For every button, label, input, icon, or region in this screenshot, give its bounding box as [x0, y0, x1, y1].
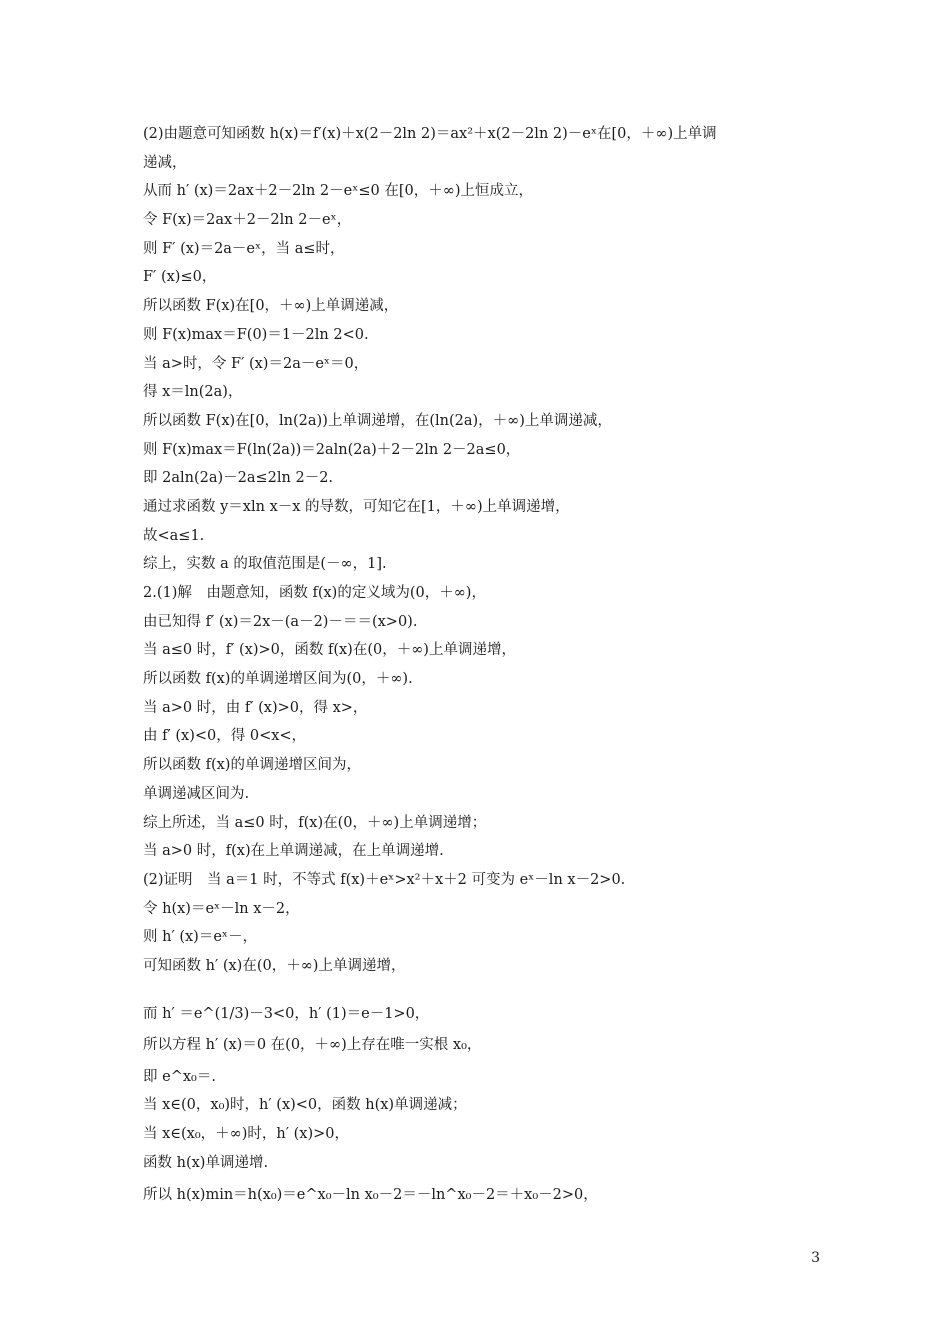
text-line: 令 F(x)＝2ax＋2－2ln 2－eˣ，	[143, 212, 352, 229]
text-block	[143, 120, 823, 1209]
text-line: 即 2aln(2a)－2a≤2ln 2－2.	[143, 470, 334, 487]
text-line: 当 a>0 时，f(x)在上单调递减，在上单调递增.	[143, 843, 444, 860]
text-line: 当 a>0 时，由 f′ (x)>0，得 x>，	[143, 699, 368, 716]
text-line: 当 a>时，令 F′ (x)＝2a－eˣ＝0，	[143, 355, 369, 372]
text-line: (2)由题意可知函数 h(x)＝f′(x)＋x(2－2ln 2)＝ax²＋x(2－2ln 2)－eˣ在[0，＋∞)上单调	[143, 126, 717, 142]
text-line: 则 h′ (x)＝eˣ－，	[143, 929, 258, 946]
text-line: 从而 h′ (x)＝2ax＋2－2ln 2－eˣ≤0 在[0，＋∞)上恒成立，	[143, 183, 533, 200]
text-line: 则 F(x)max＝F(ln(2a))＝2aln(2a)＋2－2ln 2－2a≤0，	[143, 441, 521, 458]
text-line: 即 e^x₀＝.	[143, 1069, 216, 1086]
text-line: 函数 h(x)单调递增.	[143, 1154, 269, 1171]
text-line: (2)证明 当 a＝1 时，不等式 f(x)＋eˣ>x²＋x＋2 可变为 eˣ－ln x－2>0.	[143, 871, 626, 888]
text-line: 则 F′ (x)＝2a－eˣ，当 a≤时，	[143, 240, 345, 257]
text-line: 所以函数 F(x)在[0，＋∞)上单调递减，	[143, 298, 399, 315]
text-line: 则 F(x)max＝F(0)＝1－2ln 2<0.	[143, 326, 369, 343]
text-line: 所以函数 F(x)在[0，ln(2a))上单调递增，在(ln(2a)，＋∞)上单调递减，	[143, 412, 612, 429]
text-line: 递减，	[143, 154, 187, 171]
text-line: F′ (x)≤0，	[143, 269, 217, 286]
text-line: 综上所述，当 a≤0 时，f(x)在(0，＋∞)上单调递增；	[143, 814, 487, 831]
text-line: 单调递减区间为.	[143, 785, 250, 802]
text-line: 所以函数 f(x)的单调递增区间为，	[143, 757, 361, 774]
text-line: 所以方程 h′ (x)＝0 在(0，＋∞)上存在唯一实根 x₀，	[143, 1036, 482, 1053]
text-line: 得 x＝ln(2a)，	[143, 384, 243, 401]
text-line: 所以 h(x)min＝h(x₀)＝e^x₀－ln x₀－2＝－ln^x₀－2＝＋x₀－2>0，	[143, 1187, 598, 1204]
text-line: 当 x∈(0，x₀)时，h′ (x)<0，函数 h(x)单调递减；	[143, 1097, 467, 1114]
page-number: 3	[811, 1250, 820, 1266]
text-line: 当 a≤0 时，f′ (x)>0，函数 f(x)在(0，＋∞)上单调递增，	[143, 642, 516, 659]
text-line: 可知函数 h′ (x)在(0，＋∞)上单调递增，	[143, 957, 406, 974]
text-line: 综上，实数 a 的取值范围是(－∞，1].	[143, 556, 387, 573]
text-line: 当 x∈(x₀，＋∞)时，h′ (x)>0，	[143, 1126, 350, 1142]
text-line: 所以函数 f(x)的单调递增区间为(0，＋∞).	[143, 671, 413, 688]
text-line: 2.(1)解 由题意知，函数 f(x)的定义域为(0，＋∞)，	[143, 585, 486, 601]
text-line: 令 h(x)＝eˣ－ln x－2，	[143, 900, 300, 917]
text-line: 由已知得 f′ (x)＝2x－(a－2)－＝＝(x>0).	[143, 613, 418, 630]
text-line: 而 h′ ＝e^(1/3)－3<0，h′ (1)＝e－1>0，	[143, 1005, 430, 1022]
text-line: 由 f′ (x)<0，得 0<x<，	[143, 728, 307, 745]
text-line: 故<a≤1.	[143, 527, 205, 544]
text-line: 通过求函数 y＝xln x－x 的导数，可知它在[1，＋∞)上单调递增，	[143, 498, 570, 515]
